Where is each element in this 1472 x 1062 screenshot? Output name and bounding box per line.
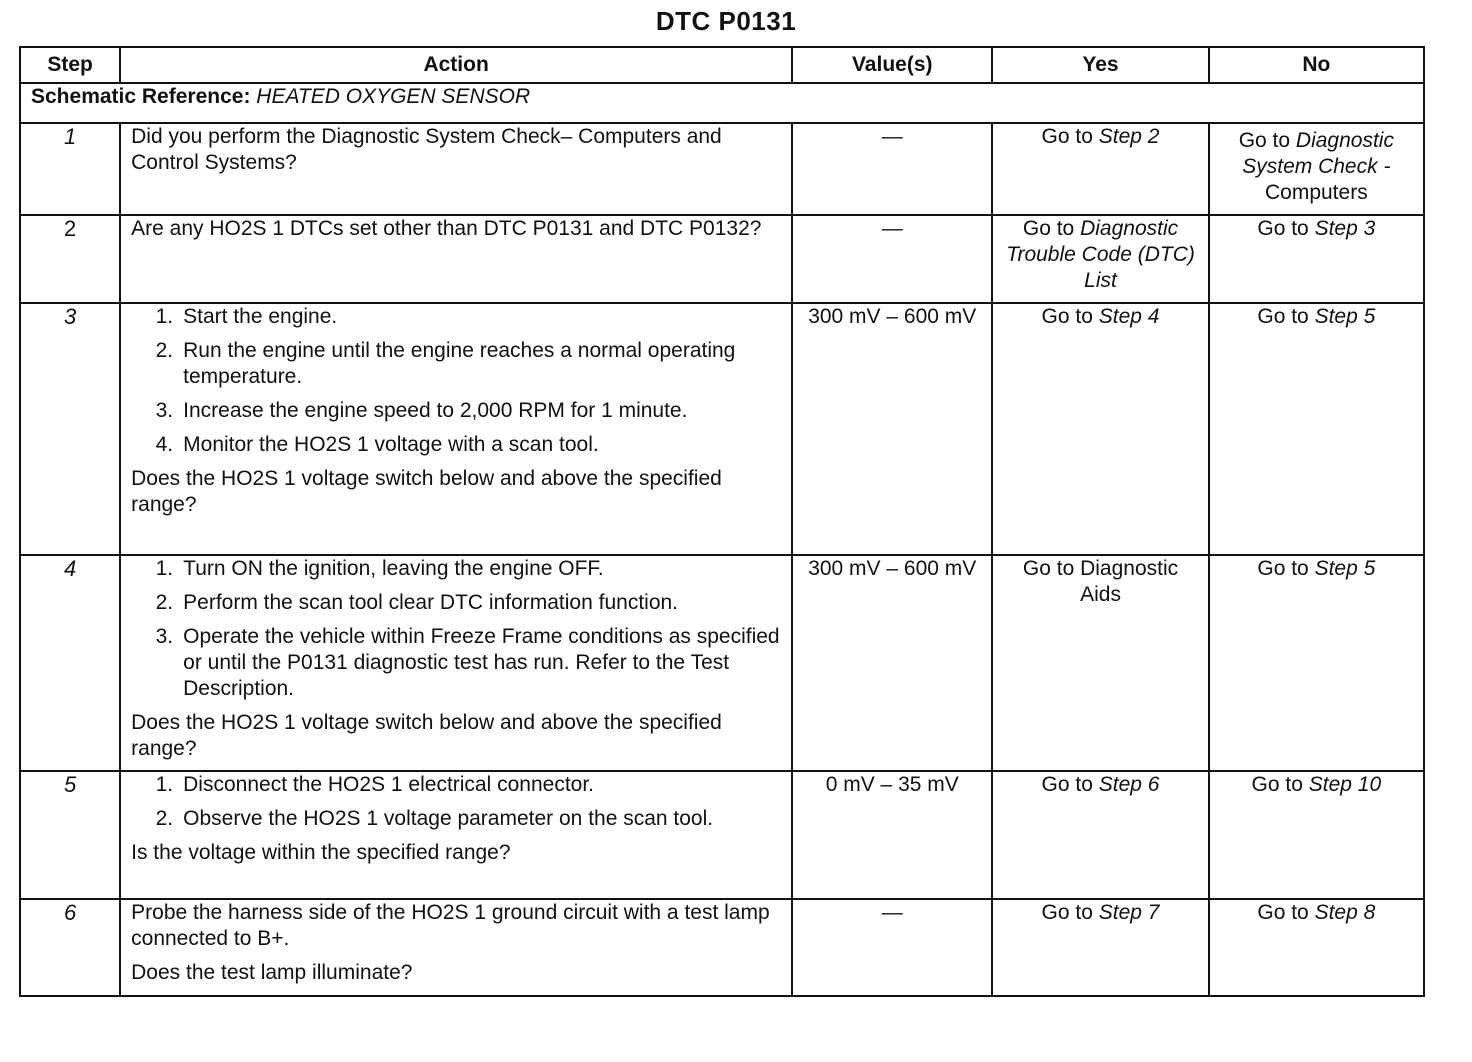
- no-cell: [1209, 123, 1424, 215]
- yes-cell: [992, 771, 1208, 899]
- list-item: 1. Start the engine.: [155, 305, 338, 328]
- no-suffix: Computers: [1264, 181, 1368, 204]
- substep-list: [131, 304, 781, 458]
- schematic-reference: [20, 83, 1424, 123]
- value-cell: 300 mV – 600 mV: [792, 555, 992, 771]
- action-question: Does the HO2S 1 voltage switch below and above the specified range?: [131, 467, 722, 516]
- yes-prefix: Go to: [1041, 305, 1093, 328]
- list-item: 1. Disconnect the HO2S 1 electrical connector.: [155, 773, 595, 796]
- yes-link[interactable]: Diagnostic Trouble Code (DTC) List: [1006, 217, 1195, 292]
- yes-cell: [992, 123, 1208, 215]
- header-step: Step: [20, 47, 120, 83]
- action-cell: [120, 215, 792, 303]
- action-cell: [120, 771, 792, 899]
- header-values: Value(s): [792, 47, 992, 83]
- list-item: 1. Turn ON the ignition, leaving the engine OFF.: [155, 557, 604, 580]
- step-number: 6: [20, 899, 120, 996]
- schematic-row: [20, 83, 1424, 123]
- action-text: Are any HO2S 1 DTCs set other than DTC P0131 and DTC P0132?: [131, 217, 762, 240]
- list-item: 2. Run the engine until the engine reaches a normal operating temperature.: [155, 339, 736, 388]
- list-item: 3. Increase the engine speed to 2,000 RPM for 1 minute.: [155, 399, 688, 422]
- header-yes: Yes: [992, 47, 1208, 83]
- value-cell: 0 mV – 35 mV: [792, 771, 992, 899]
- list-item: 2. Perform the scan tool clear DTC information function.: [155, 591, 679, 614]
- yes-cell: [992, 899, 1208, 996]
- no-prefix: Go to: [1257, 901, 1309, 924]
- step-number: 5: [20, 771, 120, 899]
- no-link[interactable]: Diagnostic System Check -: [1242, 129, 1394, 178]
- action-question: Does the test lamp illuminate?: [131, 961, 413, 984]
- yes-link[interactable]: Step 6: [1098, 773, 1160, 796]
- no-link[interactable]: Step 5: [1314, 557, 1376, 580]
- action-cell: [120, 123, 792, 215]
- no-prefix: Go to: [1251, 773, 1303, 796]
- step-number: 3: [20, 303, 120, 555]
- no-link[interactable]: Step 10: [1308, 773, 1382, 796]
- action-question: Does the HO2S 1 voltage switch below and above the specified range?: [131, 711, 722, 760]
- header-no: No: [1209, 47, 1424, 83]
- action-cell: [120, 555, 792, 771]
- value-cell: —: [792, 899, 992, 996]
- table-row: [20, 303, 1424, 555]
- table-row: [20, 123, 1424, 215]
- no-prefix: Go to: [1257, 557, 1309, 580]
- action-cell: [120, 899, 792, 996]
- no-cell: [1209, 771, 1424, 899]
- header-action: Action: [120, 47, 792, 83]
- list-item: 4. Monitor the HO2S 1 voltage with a scan tool.: [155, 433, 599, 456]
- no-cell: [1209, 899, 1424, 996]
- schematic-value: HEATED OXYGEN SENSOR: [256, 85, 531, 108]
- diagnostic-table: [19, 46, 1425, 997]
- step-number: 2: [20, 215, 120, 303]
- yes-cell: [992, 215, 1208, 303]
- table-row: [20, 555, 1424, 771]
- no-prefix: Go to: [1257, 305, 1309, 328]
- yes-prefix: Go to: [1041, 901, 1093, 924]
- no-prefix: Go to: [1238, 129, 1291, 152]
- table-row: [20, 899, 1424, 996]
- list-item: 3. Operate the vehicle within Freeze Frame conditions as specified or until the P0131 diagnostic test has run. Refer to the Test Description.: [155, 625, 780, 700]
- step-number: 1: [20, 123, 120, 215]
- step-number: 4: [20, 555, 120, 771]
- no-cell: [1209, 215, 1424, 303]
- substep-list: [131, 556, 781, 702]
- schematic-label: Schematic Reference:: [31, 85, 251, 108]
- action-question: Is the voltage within the specified range?: [131, 841, 511, 864]
- value-cell: —: [792, 123, 992, 215]
- value-cell: —: [792, 215, 992, 303]
- no-link[interactable]: Step 8: [1314, 901, 1376, 924]
- header-row: [20, 47, 1424, 83]
- action-text: Probe the harness side of the HO2S 1 ground circuit with a test lamp connected to B+.: [131, 901, 770, 950]
- table-row: [20, 771, 1424, 899]
- yes-prefix: Go to: [1022, 217, 1075, 240]
- no-cell: [1209, 303, 1424, 555]
- value-cell: 300 mV – 600 mV: [792, 303, 992, 555]
- yes-cell: [992, 303, 1208, 555]
- substep-list: [131, 772, 781, 832]
- no-prefix: Go to: [1257, 217, 1309, 240]
- table-row: [20, 215, 1424, 303]
- yes-cell: [992, 555, 1208, 771]
- yes-link[interactable]: Go to Diagnostic Aids: [1022, 557, 1179, 606]
- action-cell: [120, 303, 792, 555]
- list-item: 2. Observe the HO2S 1 voltage parameter on the scan tool.: [155, 807, 714, 830]
- yes-prefix: Go to: [1041, 773, 1093, 796]
- no-link[interactable]: Step 3: [1314, 217, 1376, 240]
- page-title: DTC P0131: [655, 6, 797, 36]
- yes-link[interactable]: Step 2: [1098, 125, 1160, 148]
- action-text: Did you perform the Diagnostic System Check– Computers and Control Systems?: [131, 125, 722, 174]
- yes-prefix: Go to: [1041, 125, 1093, 148]
- no-link[interactable]: Step 5: [1314, 305, 1376, 328]
- yes-link[interactable]: Step 7: [1098, 901, 1160, 924]
- yes-link[interactable]: Step 4: [1098, 305, 1160, 328]
- no-cell: [1209, 555, 1424, 771]
